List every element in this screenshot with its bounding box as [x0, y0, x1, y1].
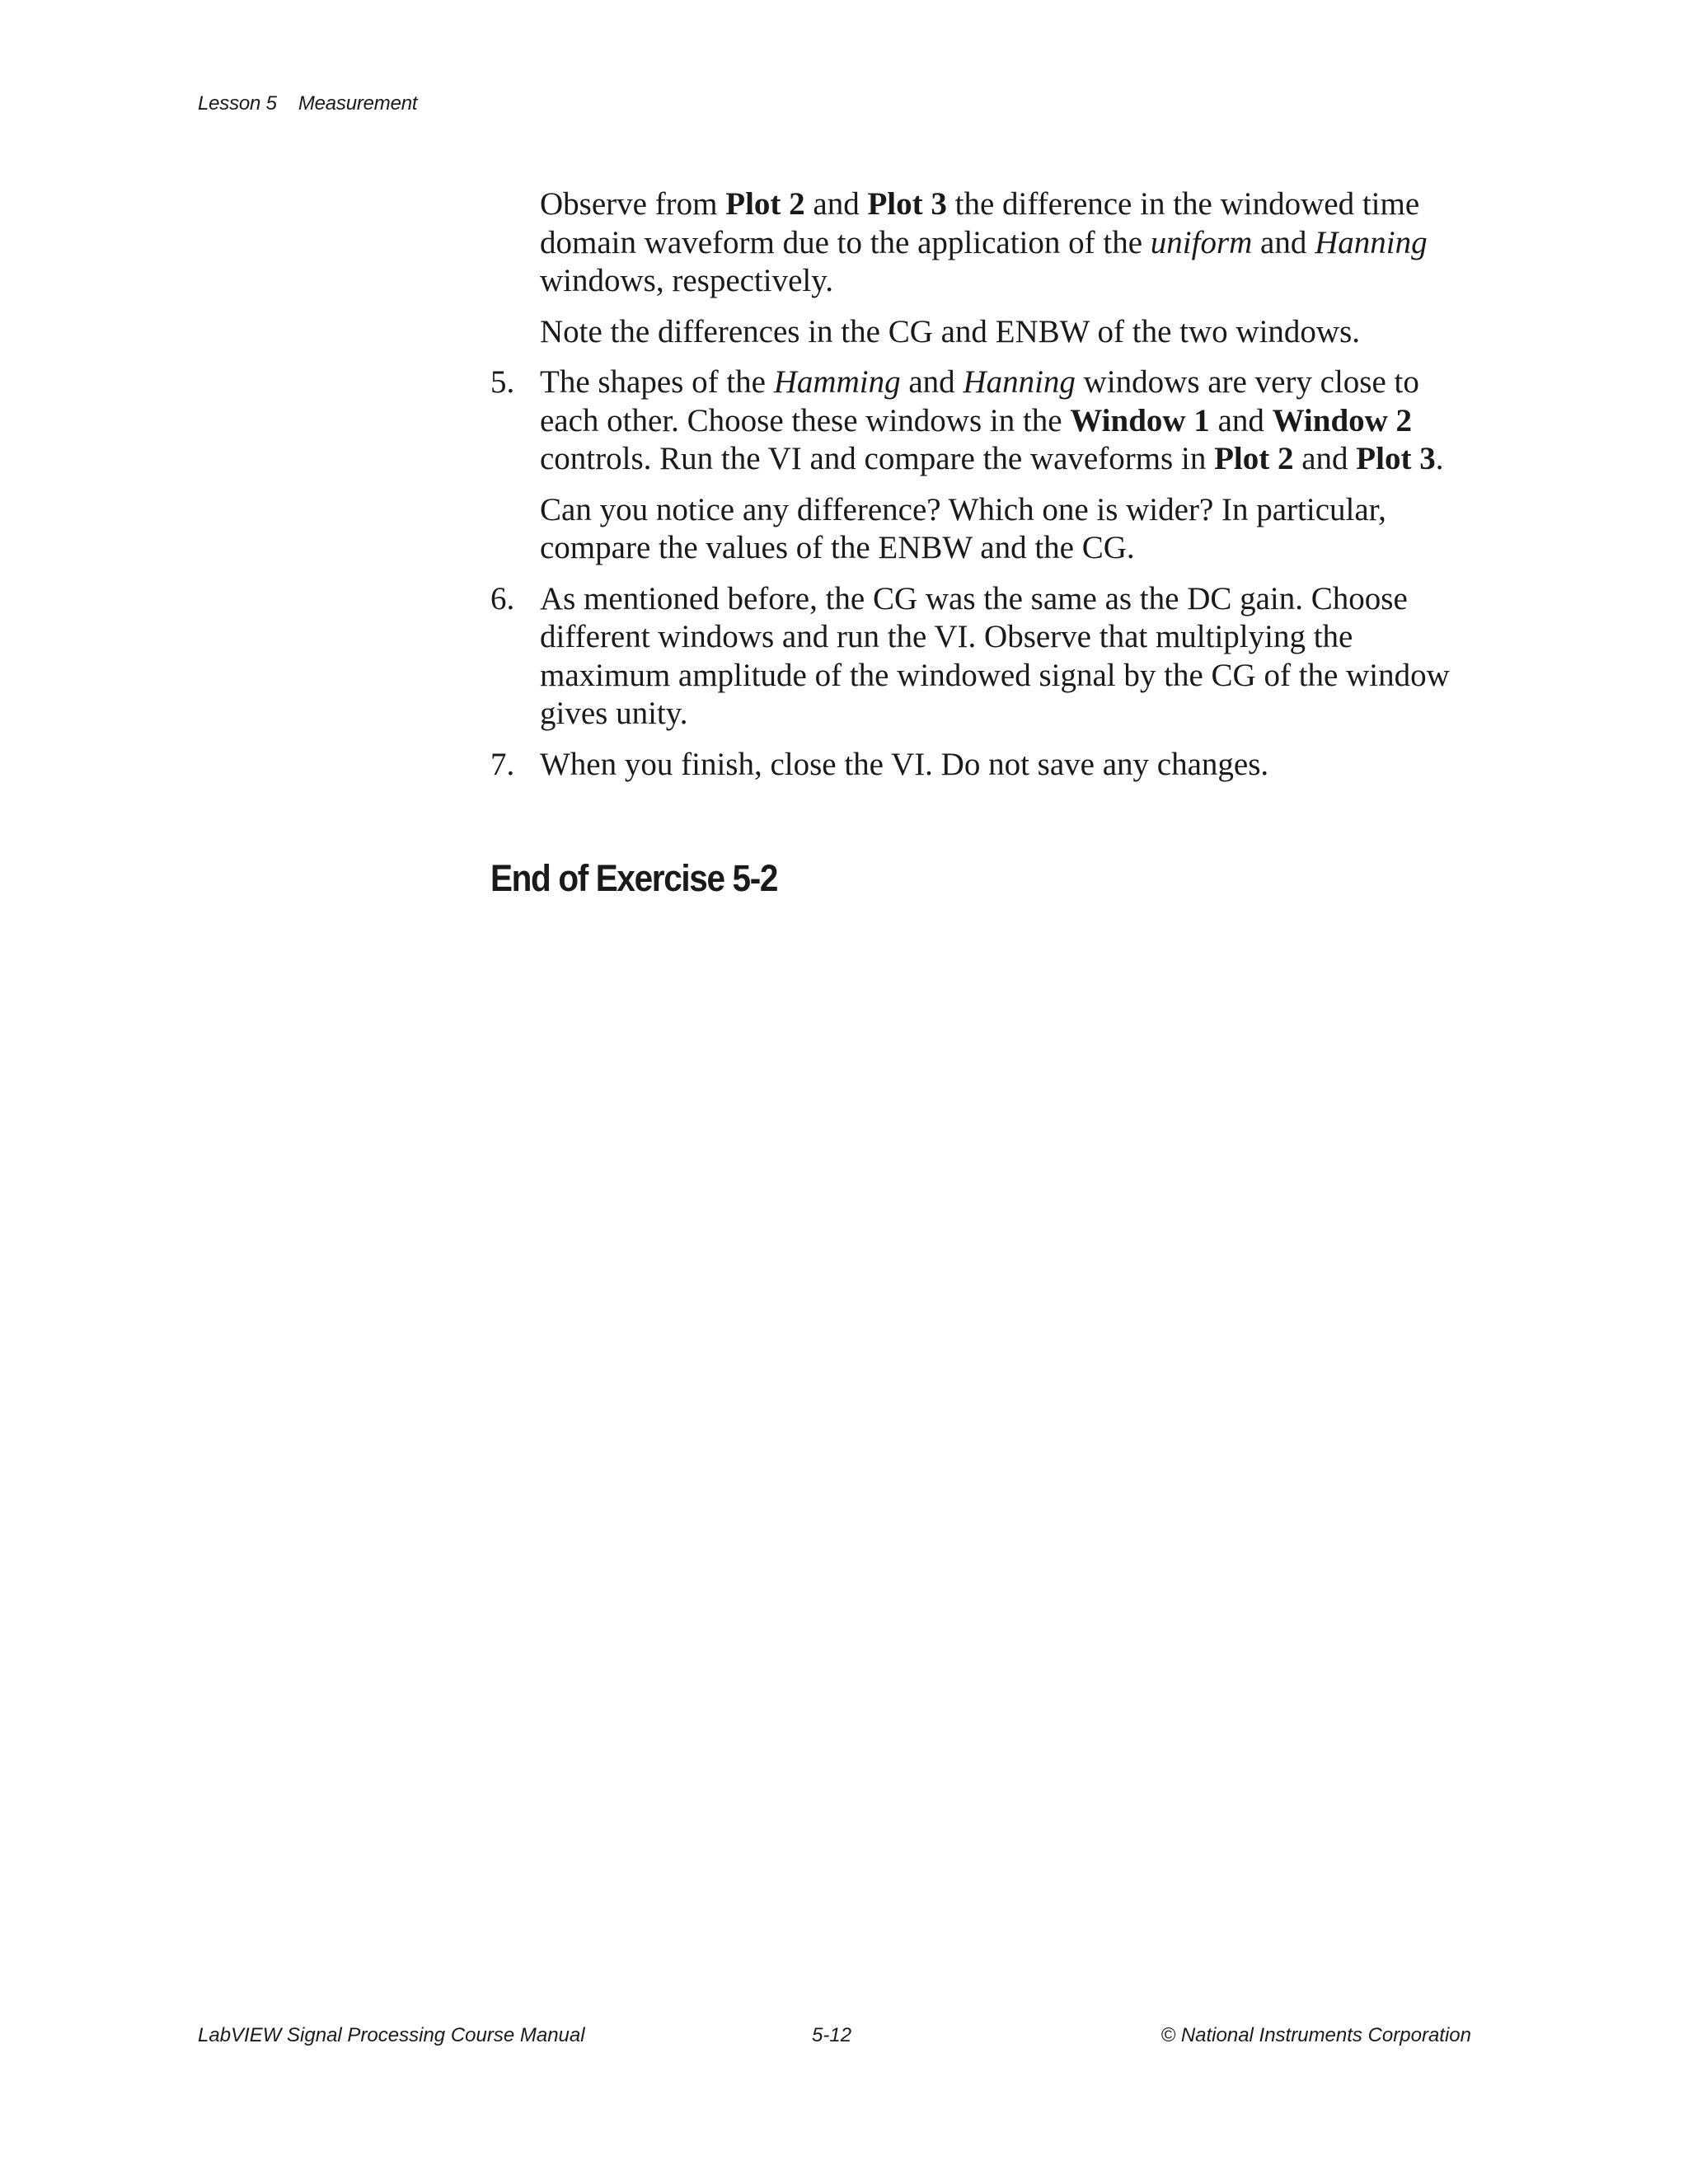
- step-6: [490, 580, 1479, 733]
- page-footer: [198, 2024, 1471, 2057]
- step-7: [490, 746, 1479, 785]
- plot-3-label: Plot 3: [867, 186, 947, 222]
- hamming-term: Hamming: [773, 364, 901, 400]
- text-run: and: [804, 186, 868, 222]
- text-run: and: [1293, 441, 1357, 476]
- header-section: Measurement: [298, 92, 418, 115]
- footer-copyright: © National Instruments Corporation: [1160, 2024, 1471, 2046]
- text-run: and: [1252, 224, 1315, 260]
- note-paragraph: Note the differences in the CG and ENBW of the two windows.: [540, 313, 1361, 349]
- step-5: [490, 363, 1479, 568]
- intro-paragraph: [540, 185, 1479, 301]
- text-run: windows, respectively.: [540, 263, 833, 298]
- step-number: 6.: [490, 580, 515, 616]
- step-number: 5.: [490, 364, 515, 400]
- text-run: the difference in the windowed time domain waveform due to the application of the: [540, 186, 1420, 260]
- text-run: Observe from: [540, 186, 726, 222]
- step-5-text: [540, 363, 1479, 479]
- plot-2-label: Plot 2: [725, 186, 805, 222]
- hanning-term: Hanning: [963, 364, 1076, 400]
- plot-2-label: Plot 2: [1214, 441, 1294, 476]
- step-7-text: When you finish, close the VI. Do not save any changes.: [540, 746, 1269, 782]
- header-lesson: Lesson 5: [198, 92, 277, 115]
- running-header: [198, 92, 417, 115]
- plot-3-label: Plot 3: [1356, 441, 1436, 476]
- window-1-label: Window 1: [1070, 402, 1210, 438]
- step-5-followup: Can you notice any difference? Which one is wider? In particular, compare the values of the ENBW and the CG.: [540, 491, 1386, 565]
- uniform-term: uniform: [1150, 224, 1253, 260]
- hanning-term: Hanning: [1315, 224, 1428, 260]
- footer-page-number: 5-12: [812, 2024, 852, 2046]
- page-body: [490, 185, 1479, 796]
- text-run: .: [1435, 441, 1444, 476]
- window-2-label: Window 2: [1272, 402, 1413, 438]
- end-of-exercise-heading: End of Exercise 5-2: [490, 857, 778, 899]
- text-run: and: [1209, 402, 1273, 438]
- step-6-text: As mentioned before, the CG was the same as the DC gain. Choose different windows and run the VI. Observe that multiplying the maximum amplitude of the windowed signal by the CG of the window gives unity.: [540, 580, 1450, 731]
- text-run: windows are very close to each other. Choose these windows in the: [540, 364, 1419, 438]
- step-number: 7.: [490, 746, 515, 782]
- text-run: controls. Run the VI and compare the waveforms in: [540, 441, 1215, 476]
- text-run: and: [900, 364, 964, 400]
- footer-manual-title: LabVIEW Signal Processing Course Manual: [198, 2024, 585, 2046]
- text-run: The shapes of the: [540, 364, 774, 400]
